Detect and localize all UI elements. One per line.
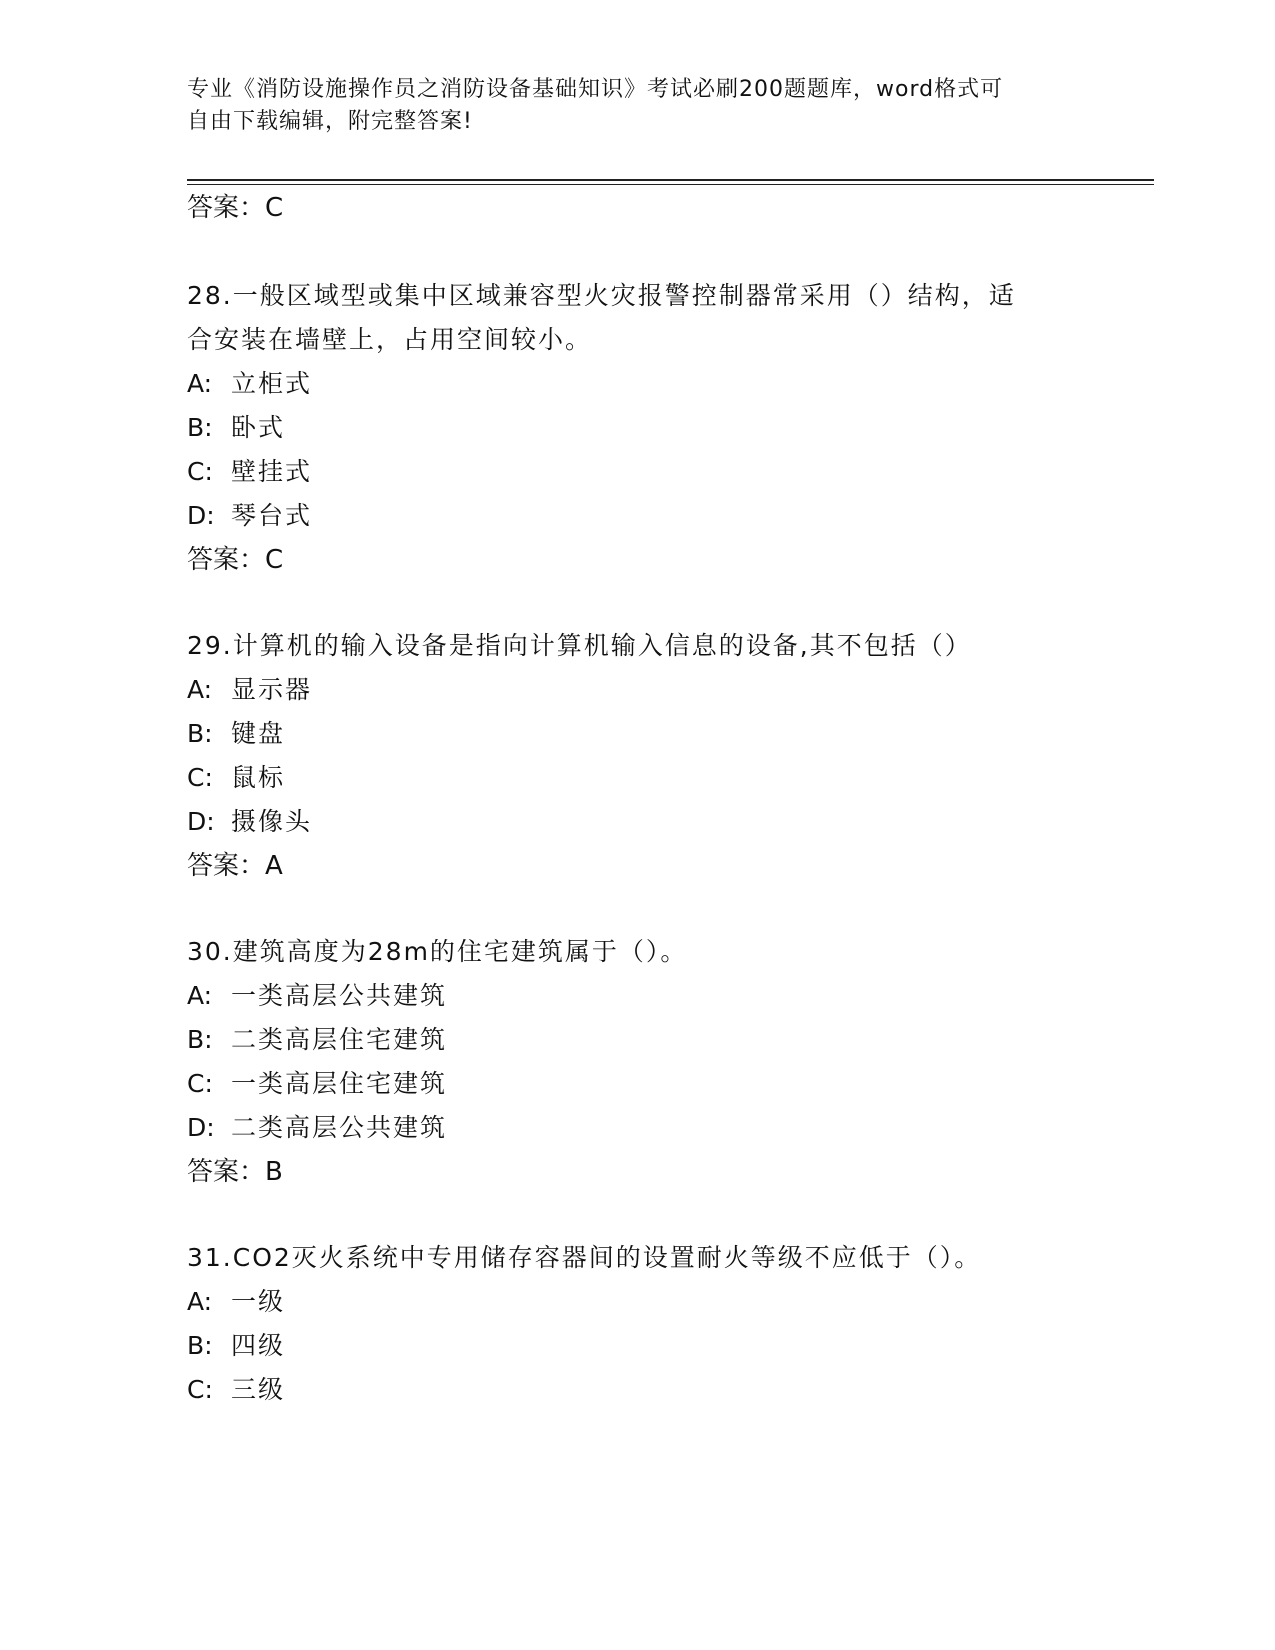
question-30-option-b: B: 二类高层住宅建筑 [187,1025,448,1054]
question-28-option-d: D: 琴台式 [187,501,313,530]
question-28-option-c: C: 壁挂式 [187,457,313,486]
question-30-answer: 答案：B [187,1157,283,1187]
question-29-option-b: B: 键盘 [187,719,286,748]
question-31-option-b: B: 四级 [187,1331,286,1360]
question-30-stem-line-1: 30.建筑高度为28m的住宅建筑属于（）。 [187,937,688,966]
question-29-option-d: D: 摄像头 [187,807,313,836]
header-divider-thick [187,179,1154,181]
question-29-stem-line-1: 29.计算机的输入设备是指向计算机输入信息的设备,其不包括（） [187,631,972,660]
header-divider-thin [187,184,1154,185]
question-31-option-c: C: 三级 [187,1375,286,1404]
header-line-2: 自由下载编辑，附完整答案! [187,109,473,134]
question-28-option-b: B: 卧式 [187,413,286,442]
prev-answer: 答案：C [187,193,284,223]
question-28-option-a: A: 立柜式 [187,369,313,398]
question-30-option-c: C: 一类高层住宅建筑 [187,1069,448,1098]
question-29-answer: 答案：A [187,851,283,881]
question-29-option-a: A: 显示器 [187,675,313,704]
question-28-stem-line-2: 合安装在墙壁上，占用空间较小。 [187,325,593,354]
question-28-stem-line-1: 28.一般区域型或集中区域兼容型火灾报警控制器常采用（）结构，适 [187,281,1016,310]
document-header [187,74,1087,138]
question-28-answer: 答案：C [187,545,284,575]
question-29-option-c: C: 鼠标 [187,763,286,792]
question-31-option-a: A: 一级 [187,1287,286,1316]
question-30-option-d: D: 二类高层公共建筑 [187,1113,448,1142]
header-line-1: 专业《消防设施操作员之消防设备基础知识》考试必刷200题题库，word格式可 [187,77,1004,102]
question-31-stem-line-1: 31.CO2灭火系统中专用储存容器间的设置耐火等级不应低于（）。 [187,1243,982,1272]
question-30-option-a: A: 一类高层公共建筑 [187,981,448,1010]
